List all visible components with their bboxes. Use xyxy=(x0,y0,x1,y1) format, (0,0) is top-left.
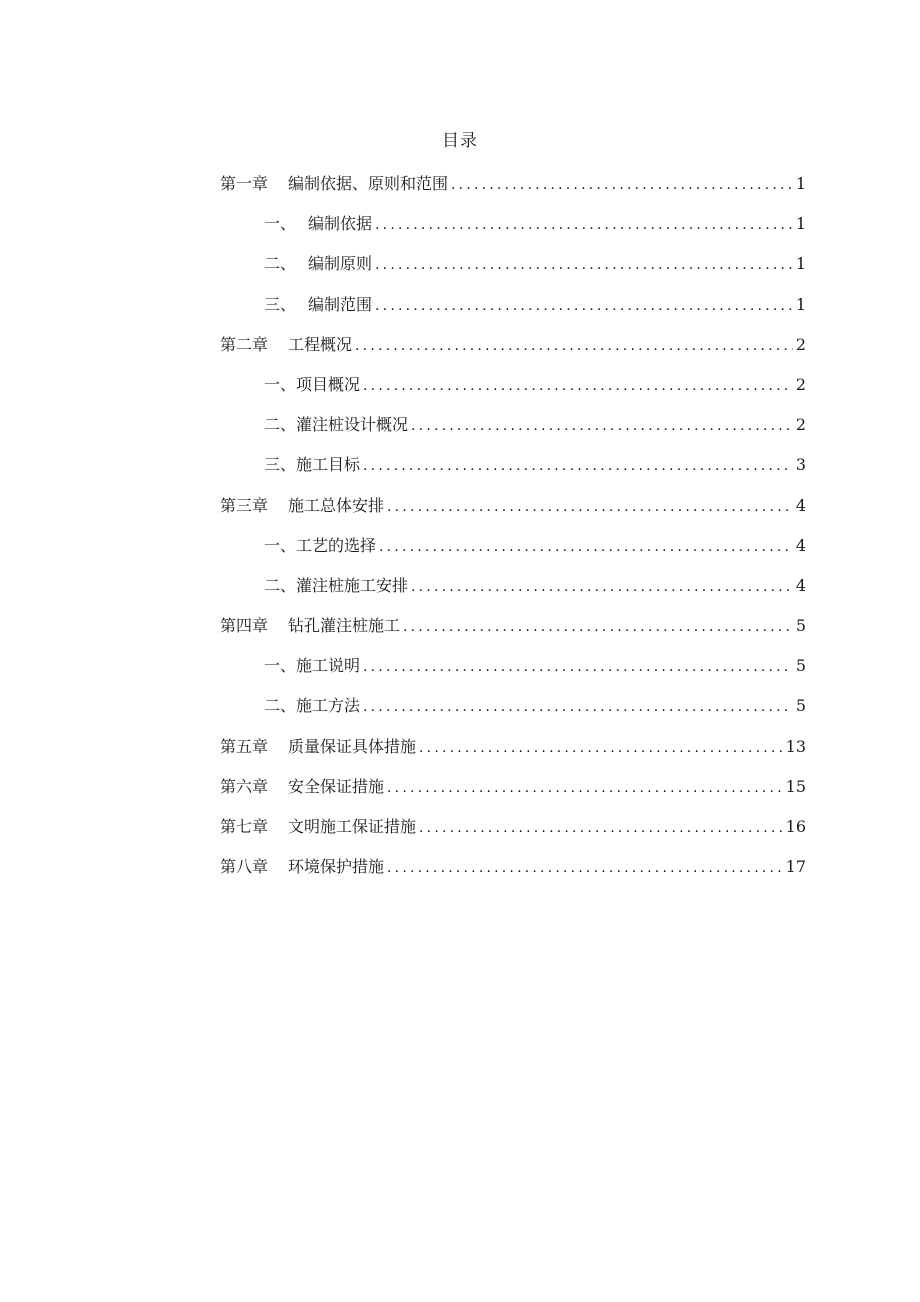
toc-entry-text: 施工方法 xyxy=(296,696,361,716)
toc-page-number: 2 xyxy=(795,415,806,435)
toc-dot-leader xyxy=(403,613,793,641)
toc-entry-number: 一、 xyxy=(264,214,297,234)
toc-section-entry[interactable] xyxy=(220,210,806,250)
toc-entry-number: 第一章 xyxy=(220,174,269,193)
toc-chapter-entry[interactable] xyxy=(220,170,806,210)
toc-dot-leader xyxy=(363,693,793,721)
toc-page-number: 17 xyxy=(785,857,806,877)
toc-page-number: 1 xyxy=(795,214,806,234)
toc-page-number: 4 xyxy=(795,575,806,595)
toc-section-entry[interactable] xyxy=(220,371,806,411)
toc-chapter-entry[interactable] xyxy=(220,813,806,853)
toc-page-number: 1 xyxy=(795,174,806,193)
toc-section-entry[interactable] xyxy=(220,572,806,612)
toc-page-number: 4 xyxy=(795,535,806,555)
toc-entry-text: 施工目标 xyxy=(296,455,361,475)
toc-dot-leader xyxy=(355,332,793,360)
toc-entry-text: 钻孔灌注桩施工 xyxy=(288,616,401,636)
toc-entry-text: 项目概况 xyxy=(296,374,361,394)
toc-entry-text: 环境保护措施 xyxy=(288,857,385,877)
toc-entry-text: 施工总体安排 xyxy=(288,495,385,515)
toc-entry-text: 编制依据 xyxy=(308,214,373,234)
toc-page-number: 4 xyxy=(795,495,806,515)
toc-page-number: 2 xyxy=(795,374,806,394)
toc-page-number: 5 xyxy=(795,656,806,676)
toc-dot-leader xyxy=(363,653,793,681)
toc-page-number: 1 xyxy=(795,294,806,314)
toc-entry-text: 编制依据、原则和范围 xyxy=(288,174,449,193)
toc-entry-number: 一、 xyxy=(264,656,297,676)
toc-chapter-entry[interactable] xyxy=(220,492,806,532)
toc-entry-text: 编制原则 xyxy=(308,254,373,274)
toc-dot-leader xyxy=(387,854,783,882)
toc-dot-leader xyxy=(419,734,783,762)
toc-entry-number: 一、 xyxy=(264,535,297,555)
toc-entry-number: 三、 xyxy=(264,455,297,475)
toc-dot-leader xyxy=(411,412,793,440)
toc-page-number: 2 xyxy=(795,334,806,354)
toc-dot-leader xyxy=(379,533,793,561)
toc-page-number: 16 xyxy=(785,817,806,836)
toc-section-entry[interactable] xyxy=(220,451,806,491)
toc-entry-text: 施工说明 xyxy=(296,656,361,676)
toc-entry-text: 灌注桩施工安排 xyxy=(296,575,409,595)
toc-dot-leader xyxy=(363,372,793,400)
toc-section-entry[interactable] xyxy=(220,692,806,732)
toc-page-number: 13 xyxy=(785,736,806,756)
toc-chapter-entry[interactable] xyxy=(220,331,806,371)
toc-chapter-entry[interactable] xyxy=(220,733,806,773)
toc-entry-number: 第二章 xyxy=(220,334,269,354)
toc-section-entry[interactable] xyxy=(220,291,806,331)
toc-entry-number: 二、 xyxy=(264,696,297,716)
toc-entry-number: 二、 xyxy=(264,415,297,435)
table-of-contents xyxy=(220,170,806,893)
toc-title: 目录 xyxy=(442,131,478,151)
toc-dot-leader xyxy=(363,452,793,480)
toc-entry-number: 一、 xyxy=(264,374,297,394)
toc-entry-number: 第三章 xyxy=(220,495,269,515)
toc-dot-leader xyxy=(375,292,793,320)
toc-section-entry[interactable] xyxy=(220,652,806,692)
toc-entry-text: 灌注桩设计概况 xyxy=(296,415,409,435)
toc-dot-leader xyxy=(387,493,793,521)
toc-dot-leader xyxy=(419,814,783,842)
toc-entry-text: 文明施工保证措施 xyxy=(288,817,417,836)
toc-section-entry[interactable] xyxy=(220,532,806,572)
toc-page-number: 5 xyxy=(795,696,806,716)
toc-entry-number: 第八章 xyxy=(220,857,269,877)
toc-dot-leader xyxy=(387,774,783,802)
toc-dot-leader xyxy=(411,573,793,601)
toc-page-number: 3 xyxy=(795,455,806,475)
toc-section-entry[interactable] xyxy=(220,411,806,451)
toc-chapter-entry[interactable] xyxy=(220,853,806,893)
toc-dot-leader xyxy=(375,211,793,239)
toc-chapter-entry[interactable] xyxy=(220,773,806,813)
toc-chapter-entry[interactable] xyxy=(220,612,806,652)
toc-entry-text: 质量保证具体措施 xyxy=(288,736,417,756)
toc-entry-text: 工艺的选择 xyxy=(296,535,377,555)
toc-entry-text: 工程概况 xyxy=(288,334,353,354)
toc-entry-number: 二、 xyxy=(264,575,297,595)
toc-page-number: 1 xyxy=(795,254,806,274)
toc-dot-leader xyxy=(375,251,793,279)
toc-entry-number: 第七章 xyxy=(220,817,269,836)
toc-entry-text: 编制范围 xyxy=(308,294,373,314)
toc-entry-number: 第五章 xyxy=(220,736,269,756)
toc-page-number: 15 xyxy=(785,776,806,796)
toc-entry-number: 二、 xyxy=(264,254,297,274)
toc-entry-text: 安全保证措施 xyxy=(288,776,385,796)
toc-entry-number: 第四章 xyxy=(220,616,269,636)
toc-page-number: 5 xyxy=(795,616,806,636)
toc-section-entry[interactable] xyxy=(220,250,806,290)
toc-entry-number: 三、 xyxy=(264,294,297,314)
toc-dot-leader xyxy=(451,171,793,199)
toc-entry-number: 第六章 xyxy=(220,776,269,796)
